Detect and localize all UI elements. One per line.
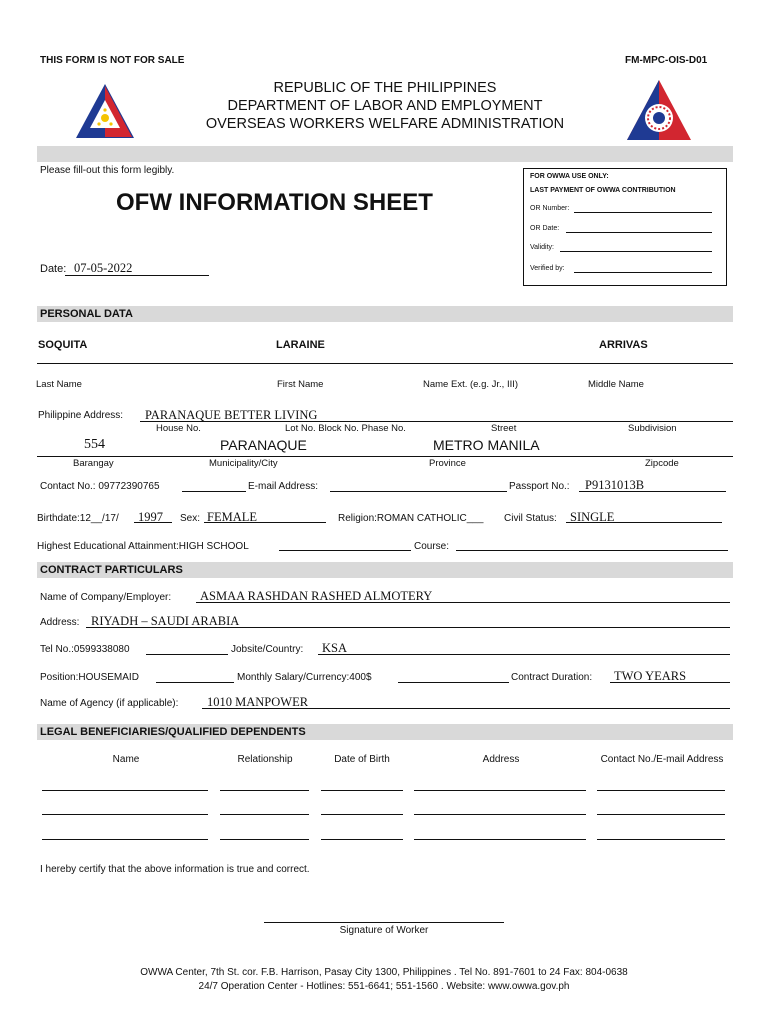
religion-label: Religion:ROMAN CATHOLIC___ bbox=[338, 513, 484, 524]
birthdate-label: Birthdate:12__/17/ bbox=[37, 513, 119, 524]
validity-label: Validity: bbox=[530, 244, 554, 251]
jobsite-line bbox=[318, 654, 730, 655]
date-label: Date: bbox=[40, 263, 67, 275]
date-value[interactable]: 07-05-2022 bbox=[74, 261, 133, 275]
or-date-label: OR Date: bbox=[530, 225, 560, 232]
address-label: Philippine Address: bbox=[38, 410, 124, 421]
beneficiary-row3-dob[interactable] bbox=[321, 839, 403, 840]
name-line bbox=[37, 363, 733, 364]
or-date-line[interactable] bbox=[566, 232, 712, 233]
contract-header: CONTRACT PARTICULARS bbox=[40, 564, 183, 576]
footer-hotlines: 24/7 Operation Center - Hotlines: 551-6641; 551-1560 . Website: www.owwa.gov.ph bbox=[198, 981, 570, 992]
col-relationship: Relationship bbox=[237, 754, 293, 765]
beneficiary-row2-address[interactable] bbox=[414, 814, 586, 815]
sex-label: Sex: bbox=[180, 513, 201, 524]
tel-line[interactable] bbox=[146, 654, 228, 655]
first-name-value[interactable]: LARAINE bbox=[276, 339, 325, 351]
province-label: Province bbox=[429, 458, 466, 469]
birth-year-line bbox=[134, 522, 172, 523]
or-number-line[interactable] bbox=[574, 212, 712, 213]
middle-name-value[interactable]: ARRIVAS bbox=[599, 339, 648, 351]
validity-line[interactable] bbox=[560, 251, 712, 252]
beneficiary-row1-relationship[interactable] bbox=[220, 790, 309, 791]
verified-by-label: Verified by: bbox=[530, 265, 565, 272]
jobsite-value[interactable]: KSA bbox=[322, 641, 348, 655]
col-date-of-birth: Date of Birth bbox=[334, 754, 390, 765]
org-line-1: REPUBLIC OF THE PHILIPPINES bbox=[273, 80, 497, 96]
agency-value[interactable]: 1010 MANPOWER bbox=[207, 695, 309, 709]
org-line-3: OVERSEAS WORKERS WELFARE ADMINISTRATION bbox=[205, 116, 565, 132]
sex-line bbox=[204, 522, 326, 523]
employer-value[interactable]: ASMAA RASHDAN RASHED ALMOTERY bbox=[200, 589, 433, 603]
tel-label: Tel No.:0599338080 bbox=[40, 644, 130, 655]
house-no-label: House No. bbox=[156, 423, 201, 434]
contact-line[interactable] bbox=[182, 491, 246, 492]
middle-name-label: Middle Name bbox=[588, 379, 644, 390]
course-label: Course: bbox=[414, 541, 450, 552]
passport-label: Passport No.: bbox=[509, 481, 570, 492]
verified-by-line[interactable] bbox=[574, 272, 712, 273]
position-label: Position:HOUSEMAID bbox=[40, 672, 139, 683]
agency-line bbox=[202, 708, 730, 709]
lot-block-label: Lot No. Block No. Phase No. bbox=[285, 423, 406, 434]
col-address: Address bbox=[482, 754, 520, 765]
contract-address-label: Address: bbox=[40, 617, 80, 628]
dole-triangle-logo-icon bbox=[74, 82, 136, 140]
course-line[interactable] bbox=[456, 550, 728, 551]
owwa-box-title: FOR OWWA USE ONLY: bbox=[530, 173, 609, 180]
address-value[interactable]: PARANAQUE BETTER LIVING bbox=[145, 408, 318, 422]
employer-label: Name of Company/Employer: bbox=[40, 592, 172, 603]
beneficiary-row3-name[interactable] bbox=[42, 839, 208, 840]
contract-address-line bbox=[86, 627, 730, 628]
jobsite-label: Jobsite/Country: bbox=[231, 644, 304, 655]
barangay-line bbox=[37, 456, 733, 457]
subdivision-label: Subdivision bbox=[628, 423, 677, 434]
civil-status-value[interactable]: SINGLE bbox=[570, 510, 615, 524]
personal-data-header: PERSONAL DATA bbox=[40, 308, 133, 320]
civil-status-line bbox=[566, 522, 722, 523]
form-code: FM-MPC-OIS-D01 bbox=[625, 55, 708, 66]
education-label: Highest Educational Attainment:HIGH SCHOOL bbox=[37, 541, 249, 552]
street-label: Street bbox=[491, 423, 517, 434]
owwa-triangle-logo-icon bbox=[625, 78, 693, 142]
salary-line[interactable] bbox=[398, 682, 509, 683]
name-ext-label: Name Ext. (e.g. Jr., III) bbox=[423, 379, 519, 390]
not-for-sale-note: THIS FORM IS NOT FOR SALE bbox=[40, 55, 185, 66]
barangay-label: Barangay bbox=[73, 458, 114, 469]
beneficiary-row1-name[interactable] bbox=[42, 790, 208, 791]
personal-data-band bbox=[37, 306, 733, 322]
barangay-value[interactable]: 554 bbox=[84, 437, 105, 452]
beneficiary-row2-dob[interactable] bbox=[321, 814, 403, 815]
col-contact: Contact No./E-mail Address bbox=[600, 754, 724, 765]
last-name-label: Last Name bbox=[36, 379, 82, 390]
employer-line bbox=[196, 602, 730, 603]
instruction-text: Please fill-out this form legibly. bbox=[40, 165, 175, 176]
signature-line[interactable] bbox=[264, 922, 504, 923]
sex-value[interactable]: FEMALE bbox=[207, 510, 257, 524]
footer-address: OWWA Center, 7th St. cor. F.B. Harrison, Pasay City 1300, Philippines . Tel No. 891-7601 to 24 Fax: 804-0638 bbox=[140, 967, 628, 978]
signature-label: Signature of Worker bbox=[339, 925, 429, 936]
beneficiaries-band bbox=[37, 724, 733, 740]
beneficiary-row1-contact[interactable] bbox=[597, 790, 725, 791]
beneficiary-row3-contact[interactable] bbox=[597, 839, 725, 840]
contact-label: Contact No.: 09772390765 bbox=[40, 481, 160, 492]
municipality-value[interactable]: PARANAQUE bbox=[220, 437, 307, 453]
province-value[interactable]: METRO MANILA bbox=[433, 437, 540, 453]
duration-label: Contract Duration: bbox=[511, 672, 593, 683]
beneficiary-row1-dob[interactable] bbox=[321, 790, 403, 791]
passport-value[interactable]: P9131013B bbox=[585, 478, 645, 492]
owwa-box-subtitle: LAST PAYMENT OF OWWA CONTRIBUTION bbox=[530, 187, 676, 194]
education-line[interactable] bbox=[279, 550, 411, 551]
beneficiaries-header: LEGAL BENEFICIARIES/QUALIFIED DEPENDENTS bbox=[40, 726, 306, 738]
contract-address-value[interactable]: RIYADH – SAUDI ARABIA bbox=[91, 614, 240, 628]
beneficiary-row2-contact[interactable] bbox=[597, 814, 725, 815]
duration-value[interactable]: TWO YEARS bbox=[614, 669, 687, 683]
or-number-label: OR Number: bbox=[530, 205, 570, 212]
address-line bbox=[140, 421, 733, 422]
top-band bbox=[37, 146, 733, 162]
col-name: Name bbox=[112, 754, 140, 765]
beneficiary-row3-address[interactable] bbox=[414, 839, 586, 840]
beneficiary-row3-relationship[interactable] bbox=[220, 839, 309, 840]
form-title: OFW INFORMATION SHEET bbox=[116, 189, 433, 216]
email-label: E-mail Address: bbox=[248, 481, 319, 492]
duration-line bbox=[610, 682, 730, 683]
passport-line bbox=[579, 491, 726, 492]
last-name-value[interactable]: SOQUITA bbox=[38, 339, 88, 351]
certification-statement: I hereby certify that the above information is true and correct. bbox=[40, 864, 310, 875]
org-line-2: DEPARTMENT OF LABOR AND EMPLOYMENT bbox=[227, 98, 543, 114]
contract-band bbox=[37, 562, 733, 578]
beneficiary-row2-name[interactable] bbox=[42, 814, 208, 815]
civil-status-label: Civil Status: bbox=[504, 513, 557, 524]
position-line[interactable] bbox=[156, 682, 234, 683]
birth-year-value[interactable]: 1997 bbox=[138, 510, 163, 524]
first-name-label: First Name bbox=[277, 379, 324, 390]
municipality-label: Municipality/City bbox=[209, 458, 278, 469]
salary-label: Monthly Salary/Currency:400$ bbox=[237, 672, 372, 683]
beneficiary-row1-address[interactable] bbox=[414, 790, 586, 791]
beneficiary-row2-relationship[interactable] bbox=[220, 814, 309, 815]
email-line[interactable] bbox=[330, 491, 507, 492]
zipcode-label: Zipcode bbox=[645, 458, 679, 469]
agency-label: Name of Agency (if applicable): bbox=[40, 698, 179, 709]
